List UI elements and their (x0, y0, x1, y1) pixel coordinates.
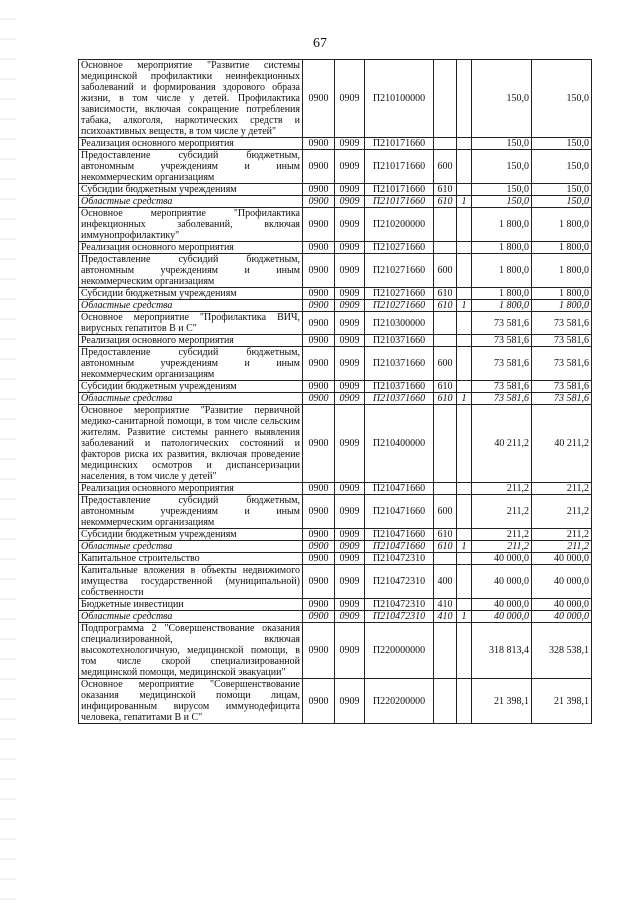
expense-type-code: 610 (434, 541, 457, 553)
amount-year1: 150,0 (472, 196, 532, 208)
expense-type-code: 610 (434, 288, 457, 300)
subsection-code: 0909 (335, 611, 365, 623)
subsection-code: 0909 (335, 405, 365, 483)
funding-source-code (457, 553, 472, 565)
expense-type-code: 610 (434, 184, 457, 196)
expense-type-code: 600 (434, 150, 457, 184)
amount-year2: 1 800,0 (532, 300, 592, 312)
table-row (79, 208, 592, 242)
expense-type-code: 600 (434, 347, 457, 381)
expense-type-code: 600 (434, 495, 457, 529)
amount-year1: 40 211,2 (472, 405, 532, 483)
row-name: Предоставление субсидий бюджетным, автономным учреждениям и иным некоммерческим организациям (79, 254, 303, 288)
row-name: Основное мероприятие "Профилактика инфекционных заболеваний, включая иммунопрофилактику" (79, 208, 303, 242)
expense-type-code (434, 335, 457, 347)
section-code: 0900 (303, 242, 335, 254)
funding-source-code: 1 (457, 611, 472, 623)
table-row (79, 335, 592, 347)
section-code: 0900 (303, 150, 335, 184)
amount-year2: 328 538,1 (532, 623, 592, 679)
section-code: 0900 (303, 565, 335, 599)
subsection-code: 0909 (335, 483, 365, 495)
subsection-code: 0909 (335, 565, 365, 599)
target-article-code: П210171660 (365, 138, 434, 150)
section-code: 0900 (303, 300, 335, 312)
subsection-code: 0909 (335, 381, 365, 393)
expense-type-code: 610 (434, 529, 457, 541)
amount-year1: 1 800,0 (472, 254, 532, 288)
amount-year1: 40 000,0 (472, 599, 532, 611)
table-row (79, 60, 592, 138)
table-row (79, 483, 592, 495)
subsection-code: 0909 (335, 184, 365, 196)
amount-year2: 150,0 (532, 60, 592, 138)
section-code: 0900 (303, 483, 335, 495)
section-code: 0900 (303, 553, 335, 565)
amount-year1: 211,2 (472, 495, 532, 529)
target-article-code: П210171660 (365, 150, 434, 184)
target-article-code: П210300000 (365, 312, 434, 335)
row-name: Основное мероприятие "Развитие первичной медико-санитарной помощи, в том числе сельским жителям. Развитие системы раннего выявления заболеваний и патологических состояний и факторов риска их развития, включая проведение медицинских осмотров и диспансеризации населения, в том числе у детей" (79, 405, 303, 483)
subsection-code: 0909 (335, 335, 365, 347)
target-article-code: П210171660 (365, 184, 434, 196)
expense-type-code (434, 405, 457, 483)
funding-source-code (457, 138, 472, 150)
row-name: Областные средства (79, 393, 303, 405)
table-row (79, 288, 592, 300)
amount-year1: 40 000,0 (472, 565, 532, 599)
row-name: Основное мероприятие "Профилактика ВИЧ, вирусных гепатитов В и С" (79, 312, 303, 335)
amount-year1: 150,0 (472, 184, 532, 196)
amount-year1: 40 000,0 (472, 611, 532, 623)
funding-source-code (457, 242, 472, 254)
subsection-code: 0909 (335, 541, 365, 553)
amount-year2: 211,2 (532, 541, 592, 553)
subsection-code: 0909 (335, 495, 365, 529)
section-code: 0900 (303, 347, 335, 381)
table-row (79, 312, 592, 335)
row-name: Субсидии бюджетным учреждениям (79, 529, 303, 541)
amount-year2: 1 800,0 (532, 288, 592, 300)
amount-year2: 150,0 (532, 184, 592, 196)
funding-source-code (457, 381, 472, 393)
table-row (79, 529, 592, 541)
table-row (79, 347, 592, 381)
funding-source-code: 1 (457, 393, 472, 405)
funding-source-code: 1 (457, 541, 472, 553)
subsection-code: 0909 (335, 623, 365, 679)
section-code: 0900 (303, 529, 335, 541)
amount-year2: 1 800,0 (532, 242, 592, 254)
funding-source-code (457, 254, 472, 288)
row-name: Областные средства (79, 541, 303, 553)
amount-year2: 1 800,0 (532, 208, 592, 242)
section-code: 0900 (303, 60, 335, 138)
section-code: 0900 (303, 208, 335, 242)
row-name: Реализация основного мероприятия (79, 483, 303, 495)
section-code: 0900 (303, 335, 335, 347)
target-article-code: П210472310 (365, 611, 434, 623)
subsection-code: 0909 (335, 529, 365, 541)
table-row (79, 679, 592, 724)
subsection-code: 0909 (335, 312, 365, 335)
amount-year1: 211,2 (472, 483, 532, 495)
table-row (79, 553, 592, 565)
subsection-code: 0909 (335, 599, 365, 611)
subsection-code: 0909 (335, 553, 365, 565)
expense-type-code: 410 (434, 611, 457, 623)
funding-source-code (457, 495, 472, 529)
section-code: 0900 (303, 679, 335, 724)
table-row (79, 541, 592, 553)
amount-year1: 73 581,6 (472, 335, 532, 347)
amount-year2: 40 000,0 (532, 553, 592, 565)
expense-type-code (434, 60, 457, 138)
subsection-code: 0909 (335, 393, 365, 405)
target-article-code: П210271660 (365, 242, 434, 254)
target-article-code: П210371660 (365, 393, 434, 405)
section-code: 0900 (303, 495, 335, 529)
section-code: 0900 (303, 623, 335, 679)
subsection-code: 0909 (335, 138, 365, 150)
amount-year1: 211,2 (472, 529, 532, 541)
row-name: Основное мероприятие "Совершенствование оказания медицинской помощи лицам, инфицированным вирусом иммунодефицита человека, гепатитами В и С" (79, 679, 303, 724)
scan-margin-artifact (0, 0, 16, 905)
table-row (79, 565, 592, 599)
table-row (79, 611, 592, 623)
funding-source-code (457, 208, 472, 242)
table-row (79, 300, 592, 312)
target-article-code: П210171660 (365, 196, 434, 208)
row-name: Бюджетные инвестиции (79, 599, 303, 611)
row-name: Подпрограмма 2 "Совершенствование оказания специализированной, включая высокотехнологичную, медицинской помощи, в том числе скорой специализированной медицинской помощи, медицинской эвакуации" (79, 623, 303, 679)
funding-source-code (457, 565, 472, 599)
amount-year2: 40 211,2 (532, 405, 592, 483)
amount-year2: 73 581,6 (532, 347, 592, 381)
amount-year1: 1 800,0 (472, 300, 532, 312)
amount-year1: 150,0 (472, 150, 532, 184)
funding-source-code (457, 312, 472, 335)
row-name: Реализация основного мероприятия (79, 138, 303, 150)
table-row (79, 381, 592, 393)
expense-type-code (434, 679, 457, 724)
row-name: Субсидии бюджетным учреждениям (79, 184, 303, 196)
table-row (79, 138, 592, 150)
table-row (79, 196, 592, 208)
target-article-code: П220200000 (365, 679, 434, 724)
amount-year1: 1 800,0 (472, 242, 532, 254)
subsection-code: 0909 (335, 196, 365, 208)
expense-type-code (434, 312, 457, 335)
subsection-code: 0909 (335, 254, 365, 288)
expense-type-code: 610 (434, 196, 457, 208)
row-name: Субсидии бюджетным учреждениям (79, 288, 303, 300)
funding-source-code: 1 (457, 300, 472, 312)
table-row (79, 599, 592, 611)
subsection-code: 0909 (335, 60, 365, 138)
amount-year1: 73 581,6 (472, 312, 532, 335)
funding-source-code (457, 347, 472, 381)
target-article-code: П210471660 (365, 529, 434, 541)
expense-type-code: 600 (434, 254, 457, 288)
amount-year1: 1 800,0 (472, 288, 532, 300)
expense-type-code: 410 (434, 599, 457, 611)
row-name: Предоставление субсидий бюджетным, автономным учреждениям и иным некоммерческим организациям (79, 347, 303, 381)
expense-type-code (434, 242, 457, 254)
amount-year1: 150,0 (472, 138, 532, 150)
amount-year2: 73 581,6 (532, 312, 592, 335)
expense-type-code: 610 (434, 381, 457, 393)
amount-year1: 73 581,6 (472, 393, 532, 405)
table-row (79, 150, 592, 184)
target-article-code: П210271660 (365, 288, 434, 300)
row-name: Капитальное строительство (79, 553, 303, 565)
amount-year2: 211,2 (532, 495, 592, 529)
expense-type-code: 610 (434, 393, 457, 405)
section-code: 0900 (303, 288, 335, 300)
expense-type-code (434, 623, 457, 679)
target-article-code: П220000000 (365, 623, 434, 679)
target-article-code: П210471660 (365, 495, 434, 529)
table-row (79, 184, 592, 196)
amount-year2: 40 000,0 (532, 565, 592, 599)
row-name: Предоставление субсидий бюджетным, автономным учреждениям и иным некоммерческим организациям (79, 150, 303, 184)
subsection-code: 0909 (335, 150, 365, 184)
amount-year1: 40 000,0 (472, 553, 532, 565)
row-name: Реализация основного мероприятия (79, 242, 303, 254)
target-article-code: П210371660 (365, 335, 434, 347)
section-code: 0900 (303, 541, 335, 553)
amount-year1: 73 581,6 (472, 381, 532, 393)
amount-year1: 318 813,4 (472, 623, 532, 679)
amount-year2: 73 581,6 (532, 335, 592, 347)
expense-type-code: 400 (434, 565, 457, 599)
section-code: 0900 (303, 312, 335, 335)
row-name: Областные средства (79, 196, 303, 208)
amount-year2: 150,0 (532, 138, 592, 150)
table-row (79, 495, 592, 529)
row-name: Основное мероприятие "Развитие системы медицинской профилактики неинфекционных заболеваний и формирования здорового образа жизни, в том числе у детей. Профилактика зависимости, включая сокращение потребления табака, алкоголя, наркотических средств и психоактивных веществ, в том числе у детей" (79, 60, 303, 138)
section-code: 0900 (303, 599, 335, 611)
target-article-code: П210472310 (365, 553, 434, 565)
target-article-code: П210471660 (365, 483, 434, 495)
row-name: Капитальные вложения в объекты недвижимого имущества государственной (муниципальной) собственности (79, 565, 303, 599)
funding-source-code (457, 335, 472, 347)
amount-year2: 150,0 (532, 196, 592, 208)
funding-source-code (457, 184, 472, 196)
section-code: 0900 (303, 611, 335, 623)
target-article-code: П210400000 (365, 405, 434, 483)
section-code: 0900 (303, 381, 335, 393)
expense-type-code (434, 138, 457, 150)
budget-table (78, 59, 592, 724)
target-article-code: П210200000 (365, 208, 434, 242)
funding-source-code (457, 679, 472, 724)
subsection-code: 0909 (335, 208, 365, 242)
funding-source-code (457, 405, 472, 483)
target-article-code: П210471660 (365, 541, 434, 553)
amount-year2: 73 581,6 (532, 381, 592, 393)
table-row (79, 393, 592, 405)
target-article-code: П210472310 (365, 565, 434, 599)
subsection-code: 0909 (335, 242, 365, 254)
row-name: Областные средства (79, 611, 303, 623)
row-name: Областные средства (79, 300, 303, 312)
section-code: 0900 (303, 393, 335, 405)
expense-type-code (434, 553, 457, 565)
expense-type-code (434, 483, 457, 495)
funding-source-code (457, 288, 472, 300)
funding-source-code (457, 483, 472, 495)
amount-year2: 40 000,0 (532, 599, 592, 611)
row-name: Субсидии бюджетным учреждениям (79, 381, 303, 393)
section-code: 0900 (303, 184, 335, 196)
expense-type-code (434, 208, 457, 242)
target-article-code: П210100000 (365, 60, 434, 138)
row-name: Предоставление субсидий бюджетным, автономным учреждениям и иным некоммерческим организациям (79, 495, 303, 529)
amount-year1: 73 581,6 (472, 347, 532, 381)
table-row (79, 405, 592, 483)
amount-year2: 21 398,1 (532, 679, 592, 724)
amount-year1: 211,2 (472, 541, 532, 553)
amount-year1: 150,0 (472, 60, 532, 138)
funding-source-code (457, 599, 472, 611)
funding-source-code (457, 150, 472, 184)
amount-year1: 21 398,1 (472, 679, 532, 724)
subsection-code: 0909 (335, 679, 365, 724)
funding-source-code (457, 623, 472, 679)
amount-year1: 1 800,0 (472, 208, 532, 242)
section-code: 0900 (303, 196, 335, 208)
amount-year2: 211,2 (532, 483, 592, 495)
funding-source-code (457, 529, 472, 541)
subsection-code: 0909 (335, 347, 365, 381)
funding-source-code (457, 60, 472, 138)
section-code: 0900 (303, 138, 335, 150)
table-row (79, 623, 592, 679)
amount-year2: 40 000,0 (532, 611, 592, 623)
amount-year2: 73 581,6 (532, 393, 592, 405)
subsection-code: 0909 (335, 300, 365, 312)
funding-source-code: 1 (457, 196, 472, 208)
amount-year2: 211,2 (532, 529, 592, 541)
amount-year2: 150,0 (532, 150, 592, 184)
target-article-code: П210371660 (365, 347, 434, 381)
amount-year2: 1 800,0 (532, 254, 592, 288)
expense-type-code: 610 (434, 300, 457, 312)
target-article-code: П210271660 (365, 254, 434, 288)
table-row (79, 254, 592, 288)
target-article-code: П210472310 (365, 599, 434, 611)
row-name: Реализация основного мероприятия (79, 335, 303, 347)
target-article-code: П210371660 (365, 381, 434, 393)
page-number: 67 (313, 36, 327, 51)
section-code: 0900 (303, 405, 335, 483)
subsection-code: 0909 (335, 288, 365, 300)
target-article-code: П210271660 (365, 300, 434, 312)
section-code: 0900 (303, 254, 335, 288)
table-row (79, 242, 592, 254)
